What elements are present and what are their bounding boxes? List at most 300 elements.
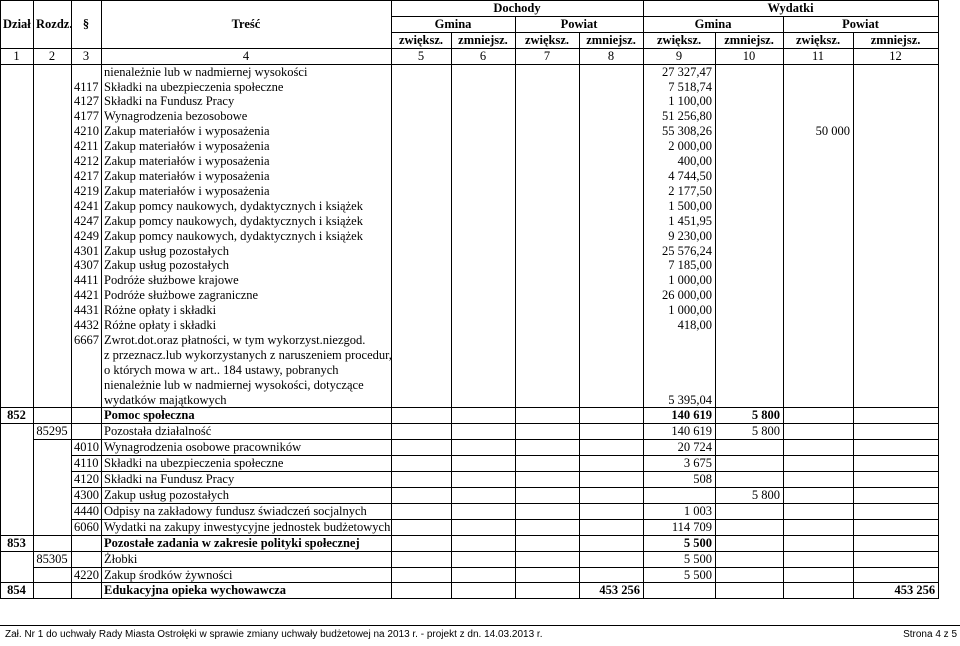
- paragraph-cell: 4241: [72, 199, 102, 214]
- wydatki-powiat-zwieksz: [784, 214, 854, 229]
- rozdz-cell: [34, 519, 72, 535]
- dzial-cell: [1, 154, 34, 169]
- tresc-cell: Zakup materiałów i wyposażenia: [102, 124, 392, 139]
- wydatki-gmina-zwieksz: 5 500: [644, 535, 716, 551]
- dochody-powiat-zwieksz: [516, 583, 580, 599]
- header-tresc: [102, 1, 392, 17]
- wydatki-powiat-zwieksz: [784, 318, 854, 333]
- header-dochody-powiat: Powiat: [516, 16, 644, 32]
- wydatki-powiat-zmniejsz: [854, 303, 939, 318]
- dochody-powiat-zmniejsz: [580, 199, 644, 214]
- dochody-gmina-zwieksz: [392, 333, 452, 348]
- dochody-gmina-zmniejsz: [452, 109, 516, 124]
- dochody-powiat-zmniejsz: [580, 318, 644, 333]
- paragraph-cell: 4210: [72, 124, 102, 139]
- dochody-powiat-zwieksz: [516, 440, 580, 456]
- paragraph-cell: 4300: [72, 488, 102, 504]
- dochody-powiat-zmniejsz: [580, 139, 644, 154]
- wydatki-powiat-zmniejsz: [854, 169, 939, 184]
- dochody-powiat-zmniejsz: [580, 408, 644, 424]
- tresc-cell: Podróże służbowe zagraniczne: [102, 288, 392, 303]
- dochody-powiat-zmniejsz: [580, 567, 644, 583]
- rozdz-cell: [34, 472, 72, 488]
- table-row: [1, 363, 939, 378]
- dochody-powiat-zmniejsz: [580, 244, 644, 259]
- table-row: [1, 303, 939, 318]
- header-rozdz: [34, 1, 72, 17]
- col-num: 6: [452, 48, 516, 64]
- paragraph-cell: 4440: [72, 503, 102, 519]
- dochody-powiat-zwieksz: [516, 535, 580, 551]
- dochody-gmina-zwieksz: [392, 535, 452, 551]
- col-num: 3: [72, 48, 102, 64]
- rozdz-cell: [34, 109, 72, 124]
- table-row: [1, 139, 939, 154]
- header-wydatki-gmina: Gmina: [644, 16, 784, 32]
- wydatki-powiat-zwieksz: [784, 378, 854, 393]
- dochody-powiat-zwieksz: [516, 109, 580, 124]
- header-dochody: Dochody: [392, 1, 644, 17]
- dochody-gmina-zwieksz: [392, 258, 452, 273]
- wydatki-powiat-zwieksz: [784, 154, 854, 169]
- wydatki-powiat-zmniejsz: [854, 244, 939, 259]
- dochody-gmina-zwieksz: [392, 472, 452, 488]
- wydatki-gmina-zwieksz: [644, 333, 716, 348]
- wydatki-powiat-zmniejsz: [854, 94, 939, 109]
- dochody-gmina-zwieksz: [392, 408, 452, 424]
- wydatki-powiat-zmniejsz: [854, 393, 939, 408]
- wydatki-gmina-zmniejsz: [716, 503, 784, 519]
- wydatki-powiat-zwieksz: [784, 229, 854, 244]
- wydatki-gmina-zmniejsz: [716, 139, 784, 154]
- wydatki-powiat-zwieksz: [784, 64, 854, 79]
- wydatki-powiat-zwieksz: [784, 169, 854, 184]
- dochody-powiat-zwieksz: [516, 184, 580, 199]
- dzial-cell: [1, 551, 34, 567]
- dzial-cell: 852: [1, 408, 34, 424]
- dochody-powiat-zwieksz: [516, 94, 580, 109]
- rozdz-cell: [34, 214, 72, 229]
- dochody-gmina-zwieksz: [392, 424, 452, 440]
- header-dzial-label: Dział: [1, 16, 34, 32]
- dochody-gmina-zmniejsz: [452, 519, 516, 535]
- paragraph-cell: 4177: [72, 109, 102, 124]
- tresc-cell: Żłobki: [102, 551, 392, 567]
- wydatki-powiat-zmniejsz: [854, 378, 939, 393]
- wydatki-powiat-zwieksz: [784, 440, 854, 456]
- dochody-powiat-zwieksz: [516, 80, 580, 95]
- rozdz-cell: [34, 503, 72, 519]
- dochody-gmina-zwieksz: [392, 440, 452, 456]
- wydatki-gmina-zwieksz: 418,00: [644, 318, 716, 333]
- table-row: [1, 124, 939, 139]
- dochody-gmina-zmniejsz: [452, 139, 516, 154]
- dochody-gmina-zmniejsz: [452, 64, 516, 79]
- header-row-1: [1, 1, 939, 17]
- wydatki-gmina-zwieksz: 2 177,50: [644, 184, 716, 199]
- dochody-gmina-zwieksz: [392, 229, 452, 244]
- dochody-gmina-zwieksz: [392, 488, 452, 504]
- wydatki-gmina-zmniejsz: 5 800: [716, 408, 784, 424]
- header-dzial: [1, 1, 34, 17]
- dochody-powiat-zwieksz: [516, 124, 580, 139]
- table-row: [1, 229, 939, 244]
- rozdz-cell: [34, 567, 72, 583]
- table-row: [1, 244, 939, 259]
- dzial-cell: [1, 109, 34, 124]
- dzial-cell: [1, 169, 34, 184]
- dochody-powiat-zmniejsz: [580, 348, 644, 363]
- table-row: [1, 169, 939, 184]
- wydatki-gmina-zwieksz: 1 500,00: [644, 199, 716, 214]
- paragraph-cell: [72, 408, 102, 424]
- wydatki-powiat-zmniejsz: [854, 64, 939, 79]
- dochody-powiat-zwieksz: [516, 64, 580, 79]
- wydatki-powiat-zmniejsz: [854, 273, 939, 288]
- col-num: 12: [854, 48, 939, 64]
- wydatki-powiat-zwieksz: [784, 567, 854, 583]
- dzial-cell: [1, 318, 34, 333]
- wydatki-powiat-zmniejsz: [854, 440, 939, 456]
- dochody-gmina-zmniejsz: [452, 244, 516, 259]
- dochody-powiat-zmniejsz: [580, 551, 644, 567]
- wydatki-gmina-zmniejsz: [716, 519, 784, 535]
- header-zmniejsz: zmniejsz.: [716, 32, 784, 48]
- dzial-cell: [1, 440, 34, 456]
- wydatki-gmina-zwieksz: 3 675: [644, 456, 716, 472]
- table-row: [1, 472, 939, 488]
- dzial-cell: [1, 567, 34, 583]
- dochody-gmina-zmniejsz: [452, 303, 516, 318]
- paragraph-cell: 6060: [72, 519, 102, 535]
- tresc-cell: Podróże służbowe krajowe: [102, 273, 392, 288]
- col-num: 9: [644, 48, 716, 64]
- wydatki-gmina-zmniejsz: [716, 199, 784, 214]
- wydatki-powiat-zwieksz: [784, 333, 854, 348]
- wydatki-gmina-zwieksz: 1 000,00: [644, 273, 716, 288]
- paragraph-cell: 4421: [72, 288, 102, 303]
- dochody-powiat-zwieksz: [516, 199, 580, 214]
- wydatki-gmina-zmniejsz: [716, 567, 784, 583]
- dochody-powiat-zwieksz: [516, 244, 580, 259]
- header-row-3: [1, 32, 939, 48]
- wydatki-gmina-zmniejsz: [716, 378, 784, 393]
- dochody-powiat-zmniejsz: [580, 363, 644, 378]
- wydatki-gmina-zwieksz: 1 003: [644, 503, 716, 519]
- rozdz-cell: [34, 363, 72, 378]
- rozdz-cell: [34, 583, 72, 599]
- dochody-gmina-zmniejsz: [452, 503, 516, 519]
- dochody-gmina-zmniejsz: [452, 80, 516, 95]
- table-row: [1, 583, 939, 599]
- wydatki-gmina-zwieksz: 7 185,00: [644, 258, 716, 273]
- dzial-cell: [1, 348, 34, 363]
- rozdz-cell: [34, 244, 72, 259]
- paragraph-cell: 4220: [72, 567, 102, 583]
- dochody-gmina-zmniejsz: [452, 154, 516, 169]
- wydatki-gmina-zwieksz: 55 308,26: [644, 124, 716, 139]
- wydatki-gmina-zmniejsz: [716, 393, 784, 408]
- dochody-gmina-zwieksz: [392, 583, 452, 599]
- wydatki-powiat-zwieksz: [784, 348, 854, 363]
- tresc-cell: Składki na Fundusz Pracy: [102, 472, 392, 488]
- paragraph-cell: 4217: [72, 169, 102, 184]
- col-num: 2: [34, 48, 72, 64]
- header-zwieksz: zwiększ.: [392, 32, 452, 48]
- wydatki-gmina-zwieksz: 140 619: [644, 408, 716, 424]
- tresc-cell: Odpisy na zakładowy fundusz świadczeń socjalnych: [102, 503, 392, 519]
- wydatki-gmina-zmniejsz: [716, 64, 784, 79]
- paragraph-cell: 4120: [72, 472, 102, 488]
- dochody-powiat-zmniejsz: [580, 184, 644, 199]
- dochody-powiat-zwieksz: [516, 333, 580, 348]
- dochody-gmina-zmniejsz: [452, 199, 516, 214]
- dochody-powiat-zmniejsz: [580, 273, 644, 288]
- table-row: [1, 535, 939, 551]
- dzial-cell: [1, 124, 34, 139]
- dochody-gmina-zmniejsz: [452, 551, 516, 567]
- wydatki-gmina-zmniejsz: [716, 154, 784, 169]
- paragraph-cell: [72, 583, 102, 599]
- tresc-cell: Składki na ubezpieczenia społeczne: [102, 456, 392, 472]
- wydatki-powiat-zwieksz: [784, 424, 854, 440]
- wydatki-gmina-zmniejsz: 5 800: [716, 424, 784, 440]
- dochody-powiat-zwieksz: [516, 472, 580, 488]
- tresc-cell: Zakup materiałów i wyposażenia: [102, 169, 392, 184]
- tresc-cell: Zakup materiałów i wyposażenia: [102, 154, 392, 169]
- dzial-cell: [1, 273, 34, 288]
- wydatki-gmina-zwieksz: 25 576,24: [644, 244, 716, 259]
- wydatki-gmina-zwieksz: 7 518,74: [644, 80, 716, 95]
- wydatki-powiat-zwieksz: [784, 199, 854, 214]
- dzial-cell: [1, 258, 34, 273]
- header-paragraph-label: §: [72, 16, 102, 32]
- table-row: [1, 64, 939, 79]
- tresc-cell: Zakup pomcy naukowych, dydaktycznych i książek: [102, 229, 392, 244]
- rozdz-cell: [34, 303, 72, 318]
- wydatki-powiat-zwieksz: [784, 184, 854, 199]
- tresc-cell: Zakup usług pozostałych: [102, 244, 392, 259]
- wydatki-powiat-zwieksz: [784, 109, 854, 124]
- wydatki-gmina-zmniejsz: [716, 169, 784, 184]
- tresc-cell: Pomoc społeczna: [102, 408, 392, 424]
- paragraph-cell: 4212: [72, 154, 102, 169]
- dochody-powiat-zmniejsz: [580, 94, 644, 109]
- wydatki-gmina-zwieksz: 51 256,80: [644, 109, 716, 124]
- dochody-powiat-zmniejsz: [580, 258, 644, 273]
- dochody-gmina-zmniejsz: [452, 288, 516, 303]
- col-num: 1: [1, 48, 34, 64]
- wydatki-powiat-zmniejsz: [854, 424, 939, 440]
- dochody-powiat-zmniejsz: [580, 229, 644, 244]
- tresc-cell: nienależnie lub w nadmiernej wysokości, dotyczące: [102, 378, 392, 393]
- dochody-gmina-zwieksz: [392, 393, 452, 408]
- dochody-powiat-zwieksz: [516, 488, 580, 504]
- dochody-gmina-zwieksz: [392, 109, 452, 124]
- wydatki-gmina-zmniejsz: [716, 258, 784, 273]
- dochody-gmina-zmniejsz: [452, 229, 516, 244]
- tresc-cell: Pozostałe zadania w zakresie polityki społecznej: [102, 535, 392, 551]
- wydatki-gmina-zwieksz: 5 500: [644, 551, 716, 567]
- wydatki-gmina-zmniejsz: [716, 184, 784, 199]
- dzial-cell: [1, 214, 34, 229]
- paragraph-cell: [72, 551, 102, 567]
- paragraph-cell: 4411: [72, 273, 102, 288]
- dzial-cell: [1, 80, 34, 95]
- col-num: 5: [392, 48, 452, 64]
- wydatki-powiat-zmniejsz: [854, 139, 939, 154]
- header-tresc-label: Treść: [102, 16, 392, 32]
- wydatki-gmina-zwieksz: 400,00: [644, 154, 716, 169]
- paragraph-cell: 4301: [72, 244, 102, 259]
- dochody-gmina-zmniejsz: [452, 214, 516, 229]
- paragraph-cell: 4127: [72, 94, 102, 109]
- tresc-cell: Zakup pomcy naukowych, dydaktycznych i książek: [102, 214, 392, 229]
- dzial-cell: [1, 139, 34, 154]
- tresc-cell: nienależnie lub w nadmiernej wysokości: [102, 64, 392, 79]
- table-row: [1, 333, 939, 348]
- wydatki-powiat-zwieksz: [784, 363, 854, 378]
- dochody-gmina-zwieksz: [392, 64, 452, 79]
- wydatki-powiat-zwieksz: [784, 488, 854, 504]
- dochody-gmina-zwieksz: [392, 273, 452, 288]
- table-row: [1, 184, 939, 199]
- wydatki-powiat-zmniejsz: [854, 229, 939, 244]
- wydatki-gmina-zwieksz: 20 724: [644, 440, 716, 456]
- paragraph-cell: [72, 363, 102, 378]
- wydatki-powiat-zwieksz: [784, 456, 854, 472]
- wydatki-powiat-zwieksz: [784, 551, 854, 567]
- page-footer: [0, 629, 960, 643]
- rozdz-cell: [34, 154, 72, 169]
- wydatki-gmina-zmniejsz: [716, 80, 784, 95]
- rozdz-cell: [34, 318, 72, 333]
- dochody-gmina-zwieksz: [392, 214, 452, 229]
- wydatki-gmina-zwieksz: 5 395,04: [644, 393, 716, 408]
- dochody-gmina-zwieksz: [392, 169, 452, 184]
- wydatki-gmina-zwieksz: 5 500: [644, 567, 716, 583]
- wydatki-powiat-zwieksz: [784, 583, 854, 599]
- table-row: [1, 440, 939, 456]
- paragraph-cell: 4432: [72, 318, 102, 333]
- dochody-gmina-zmniejsz: [452, 440, 516, 456]
- wydatki-gmina-zwieksz: 9 230,00: [644, 229, 716, 244]
- dochody-powiat-zmniejsz: [580, 488, 644, 504]
- dochody-gmina-zwieksz: [392, 567, 452, 583]
- dochody-powiat-zwieksz: [516, 229, 580, 244]
- table-row: [1, 154, 939, 169]
- dochody-powiat-zmniejsz: [580, 169, 644, 184]
- dochody-gmina-zwieksz: [392, 288, 452, 303]
- dochody-powiat-zwieksz: [516, 519, 580, 535]
- dochody-gmina-zmniejsz: [452, 488, 516, 504]
- dochody-gmina-zwieksz: [392, 303, 452, 318]
- table-row: [1, 348, 939, 363]
- header-zmniejsz: zmniejsz.: [854, 32, 939, 48]
- rozdz-cell: 85295: [34, 424, 72, 440]
- tresc-cell: Wydatki na zakupy inwestycyjne jednostek budżetowych: [102, 519, 392, 535]
- header-zmniejsz: zmniejsz.: [452, 32, 516, 48]
- rozdz-cell: [34, 333, 72, 348]
- dochody-powiat-zmniejsz: [580, 519, 644, 535]
- table-row: [1, 519, 939, 535]
- wydatki-powiat-zwieksz: 50 000: [784, 124, 854, 139]
- dzial-cell: 853: [1, 535, 34, 551]
- paragraph-cell: [72, 64, 102, 79]
- table-row: [1, 378, 939, 393]
- rozdz-cell: [34, 139, 72, 154]
- rozdz-cell: [34, 535, 72, 551]
- wydatki-gmina-zwieksz: [644, 363, 716, 378]
- wydatki-gmina-zmniejsz: [716, 229, 784, 244]
- tresc-cell: Składki na ubezpieczenia społeczne: [102, 80, 392, 95]
- col-num: 8: [580, 48, 644, 64]
- dochody-powiat-zmniejsz: [580, 154, 644, 169]
- table-row: [1, 567, 939, 583]
- header-row-2: [1, 16, 939, 32]
- dzial-cell: [1, 303, 34, 318]
- dochody-powiat-zmniejsz: [580, 393, 644, 408]
- tresc-cell: Zakup środków żywności: [102, 567, 392, 583]
- rozdz-cell: [34, 408, 72, 424]
- wydatki-gmina-zwieksz: 4 744,50: [644, 169, 716, 184]
- table-body: [1, 1, 939, 599]
- wydatki-gmina-zmniejsz: [716, 440, 784, 456]
- wydatki-gmina-zwieksz: [644, 488, 716, 504]
- wydatki-powiat-zmniejsz: [854, 363, 939, 378]
- wydatki-powiat-zwieksz: [784, 503, 854, 519]
- header-dochody-gmina: Gmina: [392, 16, 516, 32]
- wydatki-powiat-zmniejsz: [854, 551, 939, 567]
- dzial-cell: [1, 488, 34, 504]
- dochody-gmina-zwieksz: [392, 80, 452, 95]
- dochody-gmina-zwieksz: [392, 139, 452, 154]
- wydatki-gmina-zmniejsz: 5 800: [716, 488, 784, 504]
- dochody-powiat-zwieksz: [516, 303, 580, 318]
- wydatki-gmina-zmniejsz: [716, 348, 784, 363]
- dochody-gmina-zmniejsz: [452, 567, 516, 583]
- wydatki-powiat-zwieksz: [784, 535, 854, 551]
- table-row: [1, 318, 939, 333]
- dochody-gmina-zmniejsz: [452, 124, 516, 139]
- tresc-cell: Różne opłaty i składki: [102, 303, 392, 318]
- col-num: 10: [716, 48, 784, 64]
- rozdz-cell: [34, 288, 72, 303]
- page-number: Strona 4 z 5: [903, 629, 957, 640]
- header-rozdz-label: Rozdz.: [34, 16, 72, 32]
- dzial-cell: [1, 94, 34, 109]
- paragraph-cell: 4219: [72, 184, 102, 199]
- wydatki-gmina-zmniejsz: [716, 273, 784, 288]
- dzial-cell: [1, 184, 34, 199]
- dochody-gmina-zmniejsz: [452, 94, 516, 109]
- tresc-cell: Zakup materiałów i wyposażenia: [102, 139, 392, 154]
- dochody-powiat-zwieksz: [516, 288, 580, 303]
- header-zwieksz: zwiększ.: [644, 32, 716, 48]
- table-row: [1, 273, 939, 288]
- col-num: 11: [784, 48, 854, 64]
- col-num: 4: [102, 48, 392, 64]
- dochody-gmina-zmniejsz: [452, 535, 516, 551]
- rozdz-cell: [34, 393, 72, 408]
- col-num: 7: [516, 48, 580, 64]
- dzial-cell: [1, 333, 34, 348]
- paragraph-cell: [72, 535, 102, 551]
- dochody-powiat-zwieksz: [516, 258, 580, 273]
- dochody-powiat-zwieksz: [516, 567, 580, 583]
- table-row: [1, 551, 939, 567]
- rozdz-cell: [34, 378, 72, 393]
